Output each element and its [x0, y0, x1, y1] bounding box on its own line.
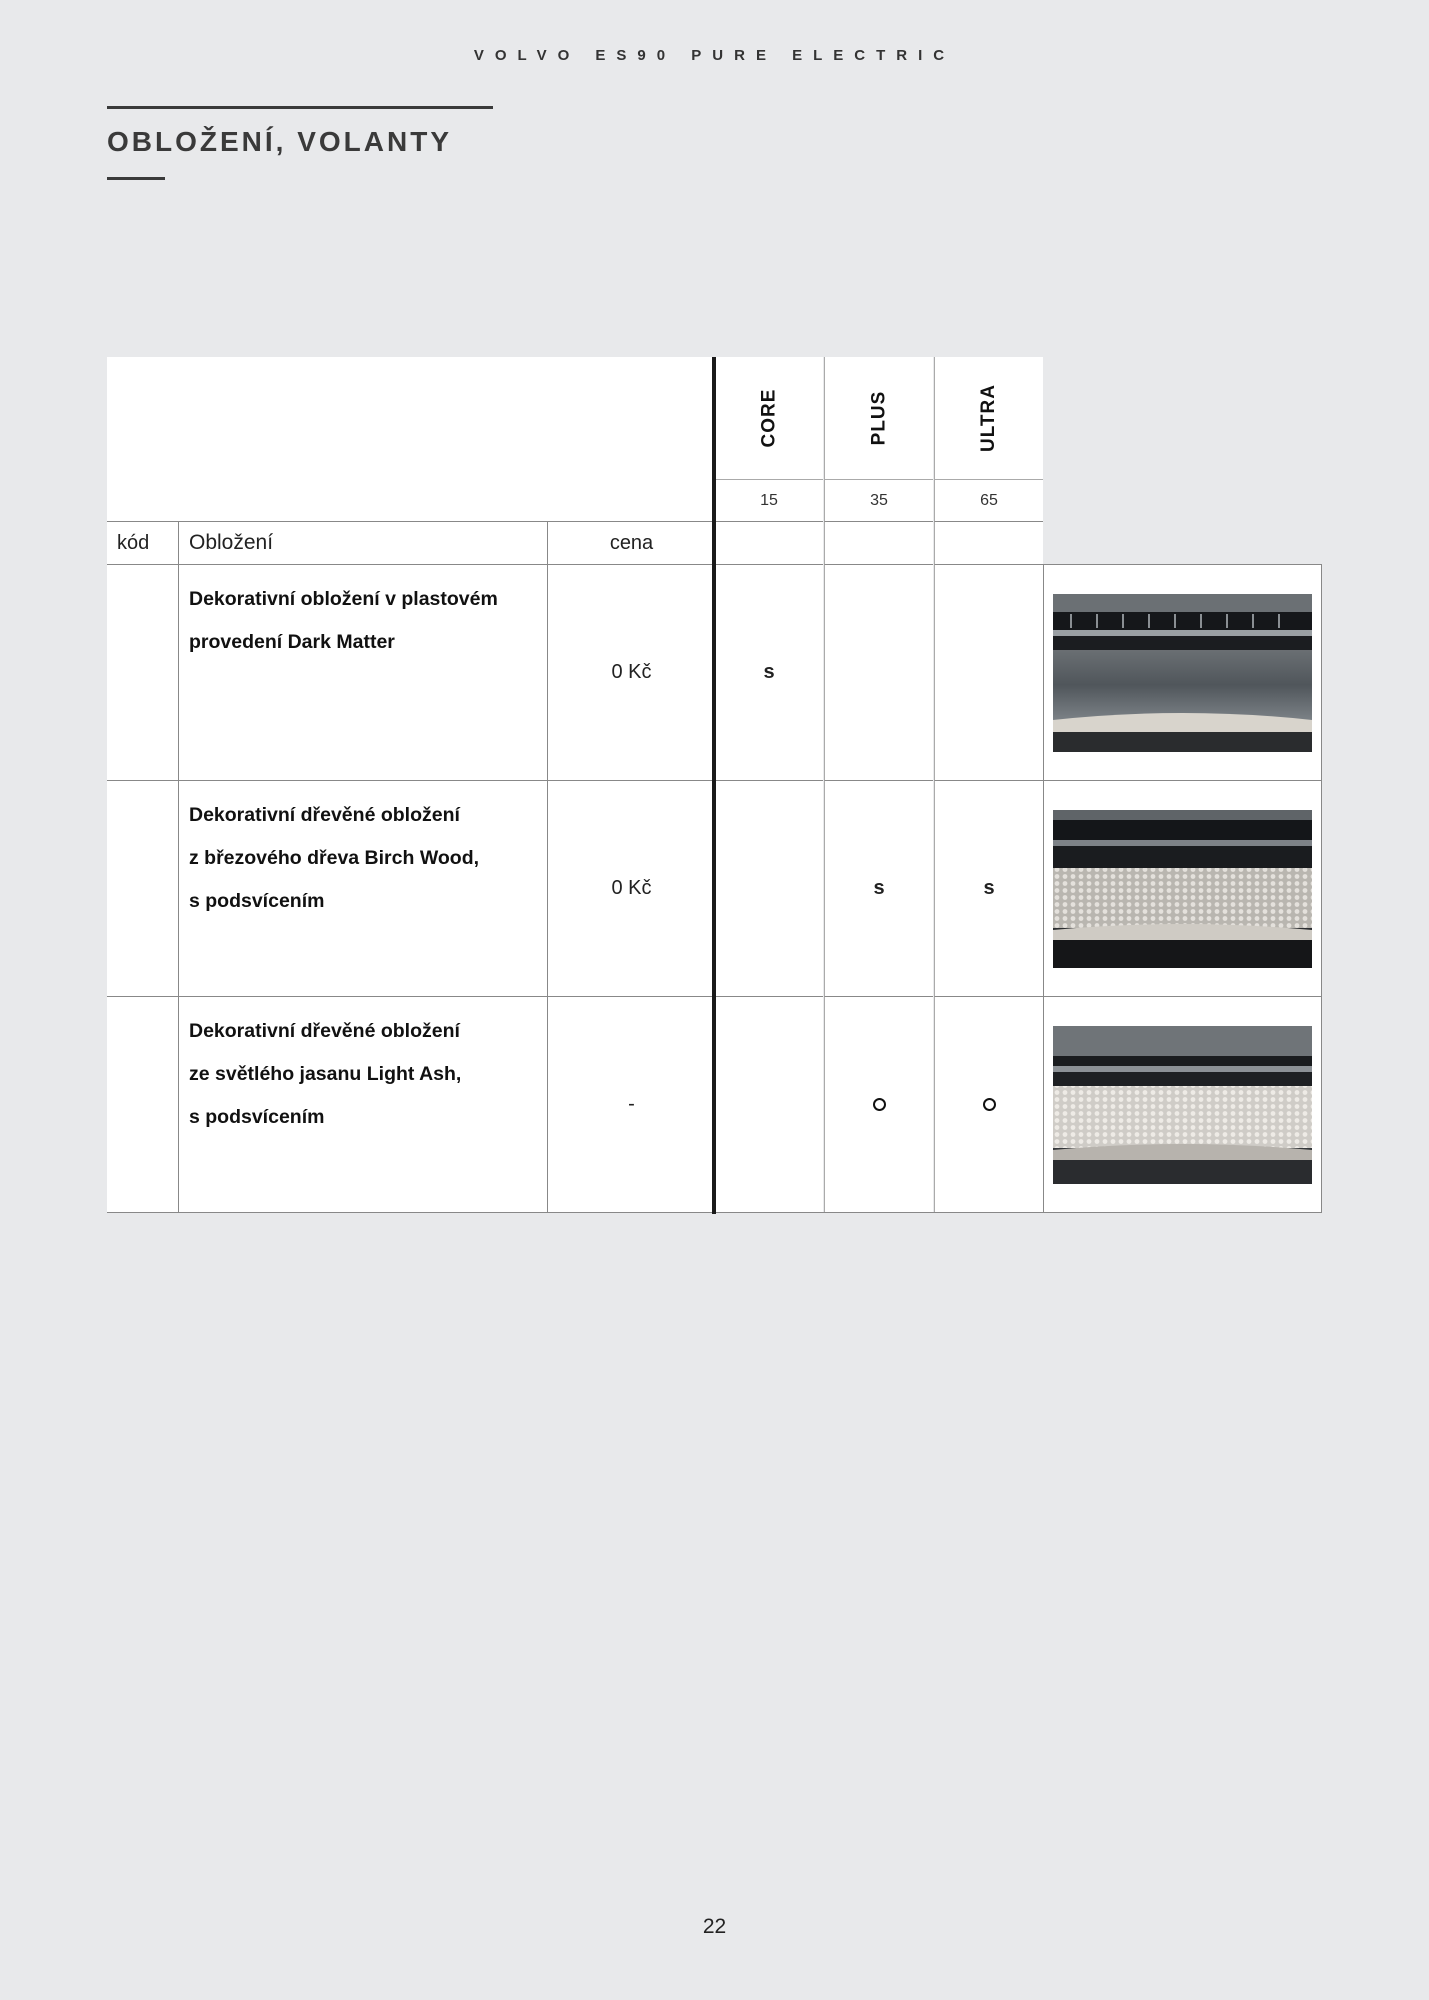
edition-name: CORE — [758, 388, 779, 448]
availability-plus — [824, 564, 933, 780]
availability-plus: s — [824, 780, 933, 996]
row-description-line: provedení Dark Matter — [189, 631, 395, 653]
availability-core — [714, 996, 823, 1212]
column-header-edition-ultra — [934, 521, 1043, 564]
column-header-price: cena — [547, 521, 715, 564]
column-header-edition-plus — [824, 521, 933, 564]
row-description — [178, 564, 548, 780]
title-underline — [107, 177, 165, 180]
edition-code: 65 — [935, 479, 1043, 522]
row-price: 0 Kč — [547, 564, 715, 780]
edition-header-core — [714, 357, 823, 521]
row-description-line: Dekorativní obložení v plastovém — [189, 588, 498, 610]
option-circle-icon — [983, 1098, 996, 1111]
trim-image-cell — [1043, 996, 1322, 1212]
row-price: 0 Kč — [547, 780, 715, 996]
row-code — [107, 564, 179, 780]
row-description-line: s podsvícením — [189, 1106, 325, 1128]
trim-image-cell — [1043, 564, 1322, 780]
edition-header-ultra — [934, 357, 1043, 521]
availability-ultra — [934, 564, 1043, 780]
row-description — [178, 996, 548, 1212]
page-title: OBLOŽENÍ, VOLANTY — [107, 126, 452, 157]
trim-table — [107, 357, 1322, 1214]
header-rule — [107, 106, 493, 109]
brand-header: VOLVO ES90 PURE ELECTRIC — [473, 47, 956, 64]
availability-plus — [824, 996, 933, 1212]
birch-wood-trim-image — [1053, 810, 1312, 968]
row-description-line: z březového dřeva Birch Wood, — [189, 847, 480, 869]
light-ash-trim-image — [1053, 1026, 1312, 1184]
availability-ultra — [934, 996, 1043, 1212]
edition-code: 15 — [715, 479, 823, 522]
table-header-blank — [107, 357, 714, 521]
edition-divider — [712, 357, 716, 1214]
edition-name: ULTRA — [978, 384, 999, 452]
page-number: 22 — [702, 1915, 727, 1938]
edition-header-plus — [824, 357, 933, 521]
row-description-line: ze světlého jasanu Light Ash, — [189, 1063, 462, 1085]
column-header-item: Obložení — [178, 521, 548, 564]
row-description-line: Dekorativní dřevěné obložení — [189, 1020, 460, 1042]
dark-matter-trim-image — [1053, 594, 1312, 752]
row-description — [178, 780, 548, 996]
column-header-code: kód — [107, 521, 179, 564]
edition-code: 35 — [825, 479, 933, 522]
trim-image-cell — [1043, 780, 1322, 996]
row-description-line: s podsvícením — [189, 890, 325, 912]
edition-name: PLUS — [868, 390, 889, 446]
availability-ultra: s — [934, 780, 1043, 996]
row-code — [107, 780, 179, 996]
availability-core: s — [714, 564, 823, 780]
availability-core — [714, 780, 823, 996]
row-description-line: Dekorativní dřevěné obložení — [189, 804, 460, 826]
option-circle-icon — [873, 1098, 886, 1111]
column-header-edition-core — [714, 521, 823, 564]
row-code — [107, 996, 179, 1212]
row-price: - — [547, 996, 715, 1212]
